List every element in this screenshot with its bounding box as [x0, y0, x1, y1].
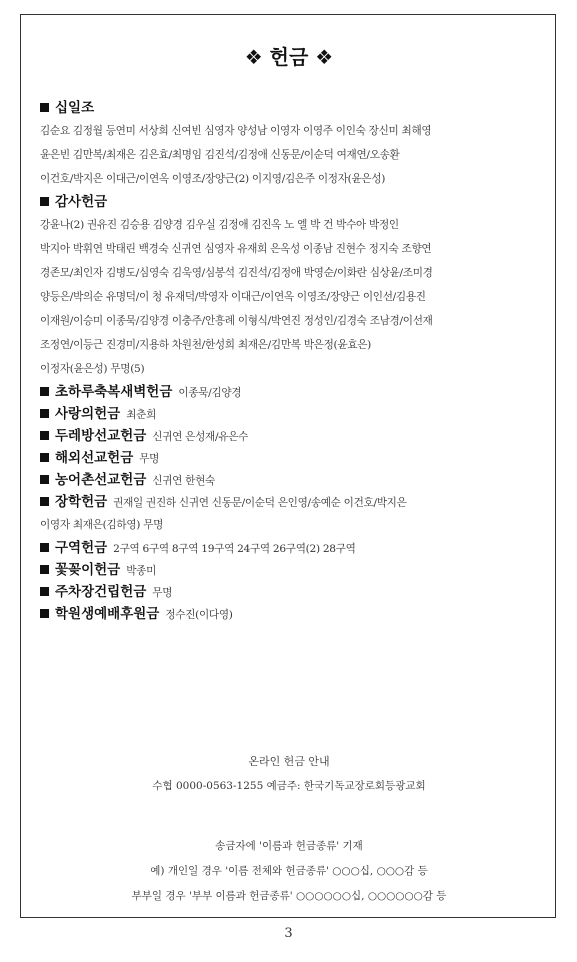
name-line: 윤은빈 김만복/최재은 김은효/최명임 김진석/김정애 신동문/이순덕 여재연/오송환	[40, 149, 400, 161]
name-line: 조정연/이등근 진경미/지용하 차원천/한성희 최재은/김만복 박은정(윤효은)	[40, 339, 372, 351]
name-line: 이영자 최재은(김하영) 무명	[40, 519, 164, 531]
section-heading-thanks: 감사헌금	[40, 191, 545, 213]
square-bullet-icon	[40, 409, 49, 418]
example-individual: 예) 개인일 경우 '이름 전체와 헌금종류' ○○○십, ○○○감 등	[150, 865, 428, 877]
offering-row: 꽃꽂이헌금 박종미	[40, 559, 545, 581]
transfer-note: 송금자에 '이름과 헌금종류' 기재	[215, 840, 363, 852]
offering-row: 구역헌금 2구역 6구역 8구역 19구역 24구역 26구역(2) 28구역	[40, 537, 545, 559]
offering-row: 초하루축복새벽헌금 이종묵/김양경	[40, 381, 545, 403]
offering-row: 농어촌선교헌금 신귀연 한현숙	[40, 469, 545, 491]
name-line: 박지아 박휘연 박태린 백경숙 신귀연 심영자 유재희 은옥성 이종남 진현수 정지숙 조향연	[40, 243, 432, 255]
online-offering-info	[21, 750, 557, 909]
square-bullet-icon	[40, 587, 49, 596]
online-title: 온라인 헌금 안내	[248, 755, 330, 768]
square-bullet-icon	[40, 103, 49, 112]
example-couple: 부부일 경우 '부부 이름과 헌금종류' ○○○○○○십, ○○○○○○감 등	[131, 890, 447, 902]
name-line: 이재원/이승미 이종묵/김양경 이충주/안흥례 이형식/박연진 정성인/김경숙 조남경/이선재	[40, 315, 433, 327]
offering-row: 두레방선교헌금 신귀연 은성재/유은수	[40, 425, 545, 447]
square-bullet-icon	[40, 453, 49, 462]
square-bullet-icon	[40, 543, 49, 552]
square-bullet-icon	[40, 565, 49, 574]
name-line: 이정자(윤은성) 무명(5)	[40, 363, 145, 375]
name-line: 양등은/박의순 유명덕/이 청 유재덕/박영자 이대근/이연옥 이영조/장양근 이인선/김용진	[40, 291, 426, 303]
page-title: ❖ 헌금 ❖	[244, 45, 334, 69]
name-line: 강윤나(2) 권유진 김승용 김양경 김우실 김정애 김진옥 노 엘 박 건 박수아 박정인	[40, 219, 399, 231]
square-bullet-icon	[40, 475, 49, 484]
square-bullet-icon	[40, 431, 49, 440]
offering-row: 해외선교헌금 무명	[40, 447, 545, 469]
name-line: 경존모/최인자 김병도/심영숙 김욱영/심봉석 김진석/김정애 박영순/이화란 심상윤/조미경	[40, 267, 433, 279]
square-bullet-icon	[40, 197, 49, 206]
square-bullet-icon	[40, 497, 49, 506]
square-bullet-icon	[40, 387, 49, 396]
name-line: 김순요 김정월 등연미 서상희 신여빈 심영자 양성남 이영자 이영주 이인숙 장신미 최해영	[40, 125, 432, 137]
offering-list	[40, 97, 545, 625]
offering-row: 주차장건립헌금 무명	[40, 581, 545, 603]
section-heading-tithe: 십일조	[40, 97, 545, 119]
page-frame	[20, 14, 556, 918]
offering-row: 사랑의헌금 최춘희	[40, 403, 545, 425]
offering-row-scholarship: 장학헌금 권재일 권진하 신귀연 신동문/이순덕 은인영/송예순 이건호/박지은	[40, 491, 545, 513]
name-line: 이건호/박지은 이대근/이연옥 이영조/장양근(2) 이지영/김은주 이정자(윤은성)	[40, 173, 386, 185]
bank-account: 수협 0000-0563-1255 예금주: 한국기독교장로회등광교회	[152, 780, 426, 792]
square-bullet-icon	[40, 609, 49, 618]
offering-row: 학원생예배후원금 정수진(이다영)	[40, 603, 545, 625]
page-number: 3	[284, 926, 293, 941]
